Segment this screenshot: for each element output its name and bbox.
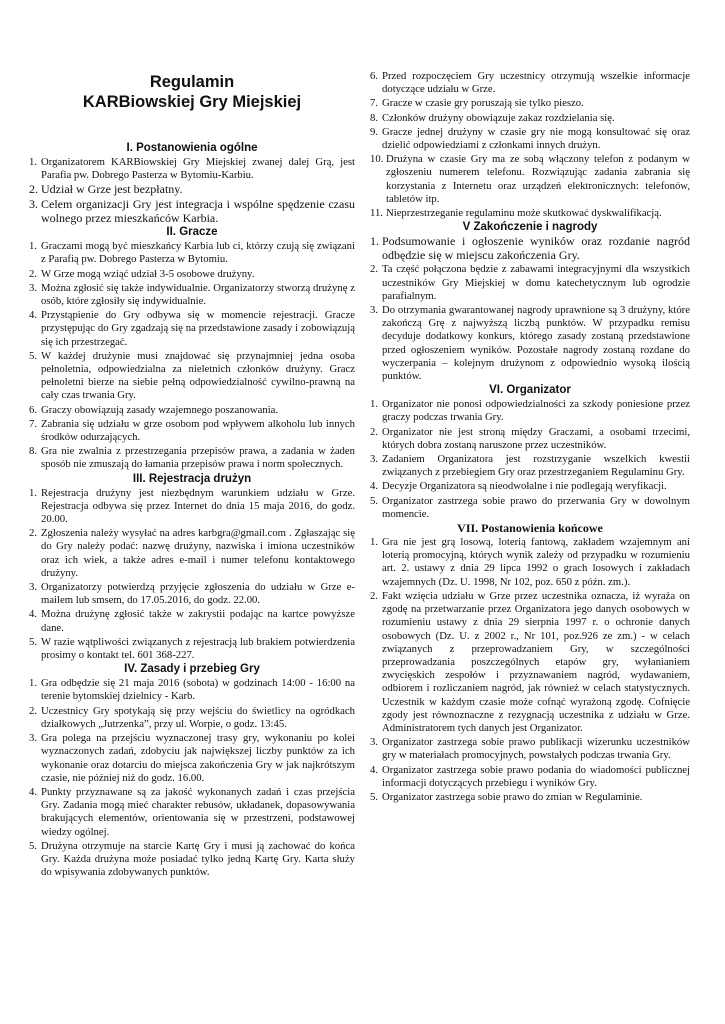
list-item: 8. Gra nie zwalnia z przestrzegania przepisów prawa, a zadania w żaden sposób nie zmuszają do łamania przepisów prawa i norm społecznych. [29,445,355,471]
list-item: 9. Gracze jednej drużyny w czasie gry nie mogą konsultować się oraz dzielić odpowiedziami z członkami innych drużyn. [370,125,690,152]
section-list-organizer [370,398,690,521]
list-item: 3. Organizatorzy potwierdzą przyjęcie zgłoszenia do udziału w Grze e-mailem lub smsem, do 17.05.2016, do godz. 22.00. [29,581,355,607]
list-item: 2. W Grze mogą wziąć udział 3-5 osobowe drużyny. [29,267,255,280]
list-item: 2. Udział w Grze jest bezpłatny. [29,182,183,197]
list-item: 1. Graczami mogą być mieszkańcy Karbia lub ci, którzy czują się związani z Parafią pw. Dobrego Pasterza w Bytomiu. [29,240,355,266]
section-heading-final: VII. Postanowienia końcowe [457,521,603,536]
list-item: 1. Rejestracja drużyny jest niezbędnym warunkiem udziału w Grze. Rejestracja odbywa się przez Internet do dnia 15 maja 2016, do godz. 20.00. [29,486,355,526]
list-item: 7. Gracze w czasie gry poruszają sie tylko pieszo. [370,97,584,110]
section-list-rules-part1 [29,677,355,879]
list-item: 4. Organizator zastrzega sobie prawo podania do wiadomości publicznej informacji dotyczących przebiegu i wyników Gry. [370,763,690,789]
section-list-registration [29,487,355,663]
list-item: 1. Organizatorem KARBiowskiej Gry Miejskiej zwanej dalej Grą, jest Parafia pw. Dobrego Pasterza w Bytomiu-Karbiu. [29,156,355,182]
list-item: 11. Nieprzestrzeganie regulaminu może skutkować dyskwalifikacją. [370,207,662,220]
list-item: 6. Graczy obowiązują zasady wzajemnego poszanowania. [29,403,279,416]
list-item: 2. Uczestnicy Gry spotykają się przy wejściu do świetlicy na ogródkach działkowych „Jutrzenka”, przy ul. Worpie, o godz. 13:45. [29,704,355,730]
section-heading-registration: III. Rejestracja drużyn [132,472,252,485]
list-item: 4. Decyzje Organizatora są nieodwołalne i nie podlegają weryfikacji. [370,480,667,493]
section-list-rules-part2 [370,70,690,220]
list-item: 3. Celem organizacji Gry jest integracja i wspólne spędzenie czasu wolnego przez mieszkańców Karbia. [29,197,355,225]
list-item: 8. Członków drużyny obowiązuje zakaz rozdzielania się. [370,111,615,124]
list-item: 5. Organizator zastrzega sobie prawo do zmian w Regulaminie. [370,790,643,803]
title-line-2: KARBiowskiej Gry Miejskiej [82,93,302,111]
section-list-general [29,156,355,225]
list-item: 4. Przystąpienie do Gry odbywa się w momencie rejestracji. Gracze przystępując do Gry zgadzają się na przedstawione zasady i zobowiązują się ich przestrzegać. [29,309,355,348]
list-item: 3. Zadaniem Organizatora jest rozstrzyganie wszelkich kwestii związanych z przebiegiem Gry oraz przestrzeganiem Regulaminu Gry. [370,453,690,479]
list-item: 1. Podsumowanie i ogłoszenie wyników oraz rozdanie nagród odbędzie się w miejscu zakończenia Gry. [370,234,690,262]
list-item: 2. Fakt wzięcia udziału w Grze przez uczestnika oznacza, iż wyraża on zgodę na przetwarzanie przez Organizatora jego danych osobowych w rozumieniu ustawy z dnia 29 sierpnia 1997 r. o ochronie danych osobowych (Dz. U. z 2002 r., Nr 101, poz.926 ze zm.) - w celach związanych z przeprowadzaniem Gry, w szczególności przeprowadzania poszczególnych etapów gry, wyłanianiem zwycięskich zespołów i przyznawaniem nagród, wydawaniem, odbiorem i rozliczaniem nagród, jak również w celach statystycznych. Uczestnik w każdym czasie może cofnąć wyrażoną zgodę. Cofnięcie zgody jest równoznaczne z rezygnacją uczestnika z udziału w Grze. Administratorem tych danych jest Organizator. [370,589,690,734]
list-item: 5. Organizator zastrzega sobie prawo do przerwania Gry w dowolnym momencie. [370,494,690,520]
list-item: 7. Zabrania się udziału w grze osobom pod wpływem alkoholu lub innych środków odurzających. [29,417,355,444]
section-list-final [370,536,690,804]
list-item: 3. Organizator zastrzega sobie prawo publikacji wizerunku uczestników gry w materiałach promocyjnych, powstałych podczas trwania Gry. [370,736,690,762]
left-column [29,0,355,880]
list-item: 2. Organizator nie jest stroną między Graczami, a osobami trzecimi, których dobra zostaną naruszone przez uczestników. [370,425,690,451]
list-item: 5. W każdej drużynie musi znajdować się przynajmniej jedna osoba pełnoletnia, odpowiedzialna za nieletnich członków drużyny. Gracz pełnoletni bierze na siebie pełną odpowiedzialność cywilno-prawną na cały czas trwania Gry. [29,349,355,402]
list-item: 3. Do otrzymania gwarantowanej nagrody uprawnione są 3 drużyny, które zakończą Grę z najwyższą liczbą punktów. W przypadku remisu decyduje dodatkowy konkurs, którego zasady zostaną przedstawione przed ogłoszeniem wyników. Pozostałe nagrody zostaną rozdane do wyczerpania – kolejnym drużynom z odpowiednio wysoką ilością punktów. [370,304,690,383]
list-item: 1. Organizator nie ponosi odpowiedzialności za szkody poniesione przez graczy podczas trwania Gry. [370,398,690,424]
list-item: 4. Punkty przyznawane są za jakość wykonanych zadań i czas przejścia Gry. Zadania mogą mieć charakter rebusów, układanek, dopasowywania brakujących elementów, orientowania się w przestrzeni, podstawowej wiedzy ogólnej. [29,785,355,838]
right-column [370,0,690,805]
list-item: 10. Drużyna w czasie Gry ma ze sobą włączony telefon z podanym w zgłoszeniu numerem telefonu. Rozwiązując zadania zabrania się korzystania z Internetu oraz urządzeń elektronicznych: telefonów, tabletów itp. [370,153,690,205]
section-heading-ending: V Zakończenie i nagrody [462,221,598,234]
list-item: 5. Drużyna otrzymuje na starcie Kartę Gry i musi ją zachować do końca Gry. Każda drużyna może posiadać tylko jedną Kartę Gry. Karta służy do wpisywania zdobywanych punktów. [29,839,355,879]
list-item: 4. Można drużynę zgłosić także w zakrystii podając na kartce powyższe dane. [29,608,355,634]
list-item: 2. Zgłoszenia należy wysyłać na adres karbgra@gmail.com . Zgłaszając się do Gry należy podać: nazwę drużyny, nazwiska i imiona uczestników oraz ich wiek, a także adres e-mail i numer telefonu kontaktowego drużyny. [29,527,355,579]
list-item: 6. Przed rozpoczęciem Gry uczestnicy otrzymują wszelkie informacje dotyczące udziału w Grze. [370,70,690,96]
section-heading-rules: IV. Zasady i przebieg Gry [124,663,260,676]
section-list-players [29,240,355,471]
list-item: 3. Gra polega na przejściu wyznaczonej trasy gry, wykonaniu po kolei wyznaczonych zadań, zdobyciu jak największej liczby punktów za ich wykonanie oraz dotarciu do miejsca zakończenia Gry w jak najkrótszym czasie, nie później niż do godz. 16.00. [29,732,355,784]
section-list-ending [370,235,690,383]
list-item: 1. Gra nie jest grą losową, loterią fantową, zakładem wzajemnym ani loterią promocyjną, których wynik zależy od przypadku w rozumieniu art. 2. ustawy z dnia 29 lipca 1992 o grach losowych i zakładach wzajemnych (Dz. U. 1998, Nr 102, poz. 650 z późn. zm.). [370,536,690,588]
list-item: 3. Można zgłosić się także indywidualnie. Organizatorzy stworzą drużynę z osób, które zgłosiły się indywidualnie. [29,281,355,307]
list-item: 2. Ta część połączona będzie z zabawami integracyjnymi dla wszystkich uczestników Gry Miejskiej w domu katechetycznym lub ogrodzie parafialnym. [370,263,690,302]
document-title [29,72,355,112]
section-heading-general: I. Postanowienia ogólne [126,142,258,154]
list-item: 5. W razie wątpliwości związanych z rejestracją lub brakiem potwierdzenia prosimy o kontakt tel. 601 368-227. [29,635,355,662]
section-heading-players: II. Gracze [166,226,218,239]
title-line-1: Regulamin [149,73,235,91]
list-item: 1. Gra odbędzie się 21 maja 2016 (sobota) w godzinach 14:00 - 16:00 na terenie bytomskiej dzielnicy - Karb. [29,677,355,703]
section-heading-organizer: VI. Organizator [489,384,571,397]
